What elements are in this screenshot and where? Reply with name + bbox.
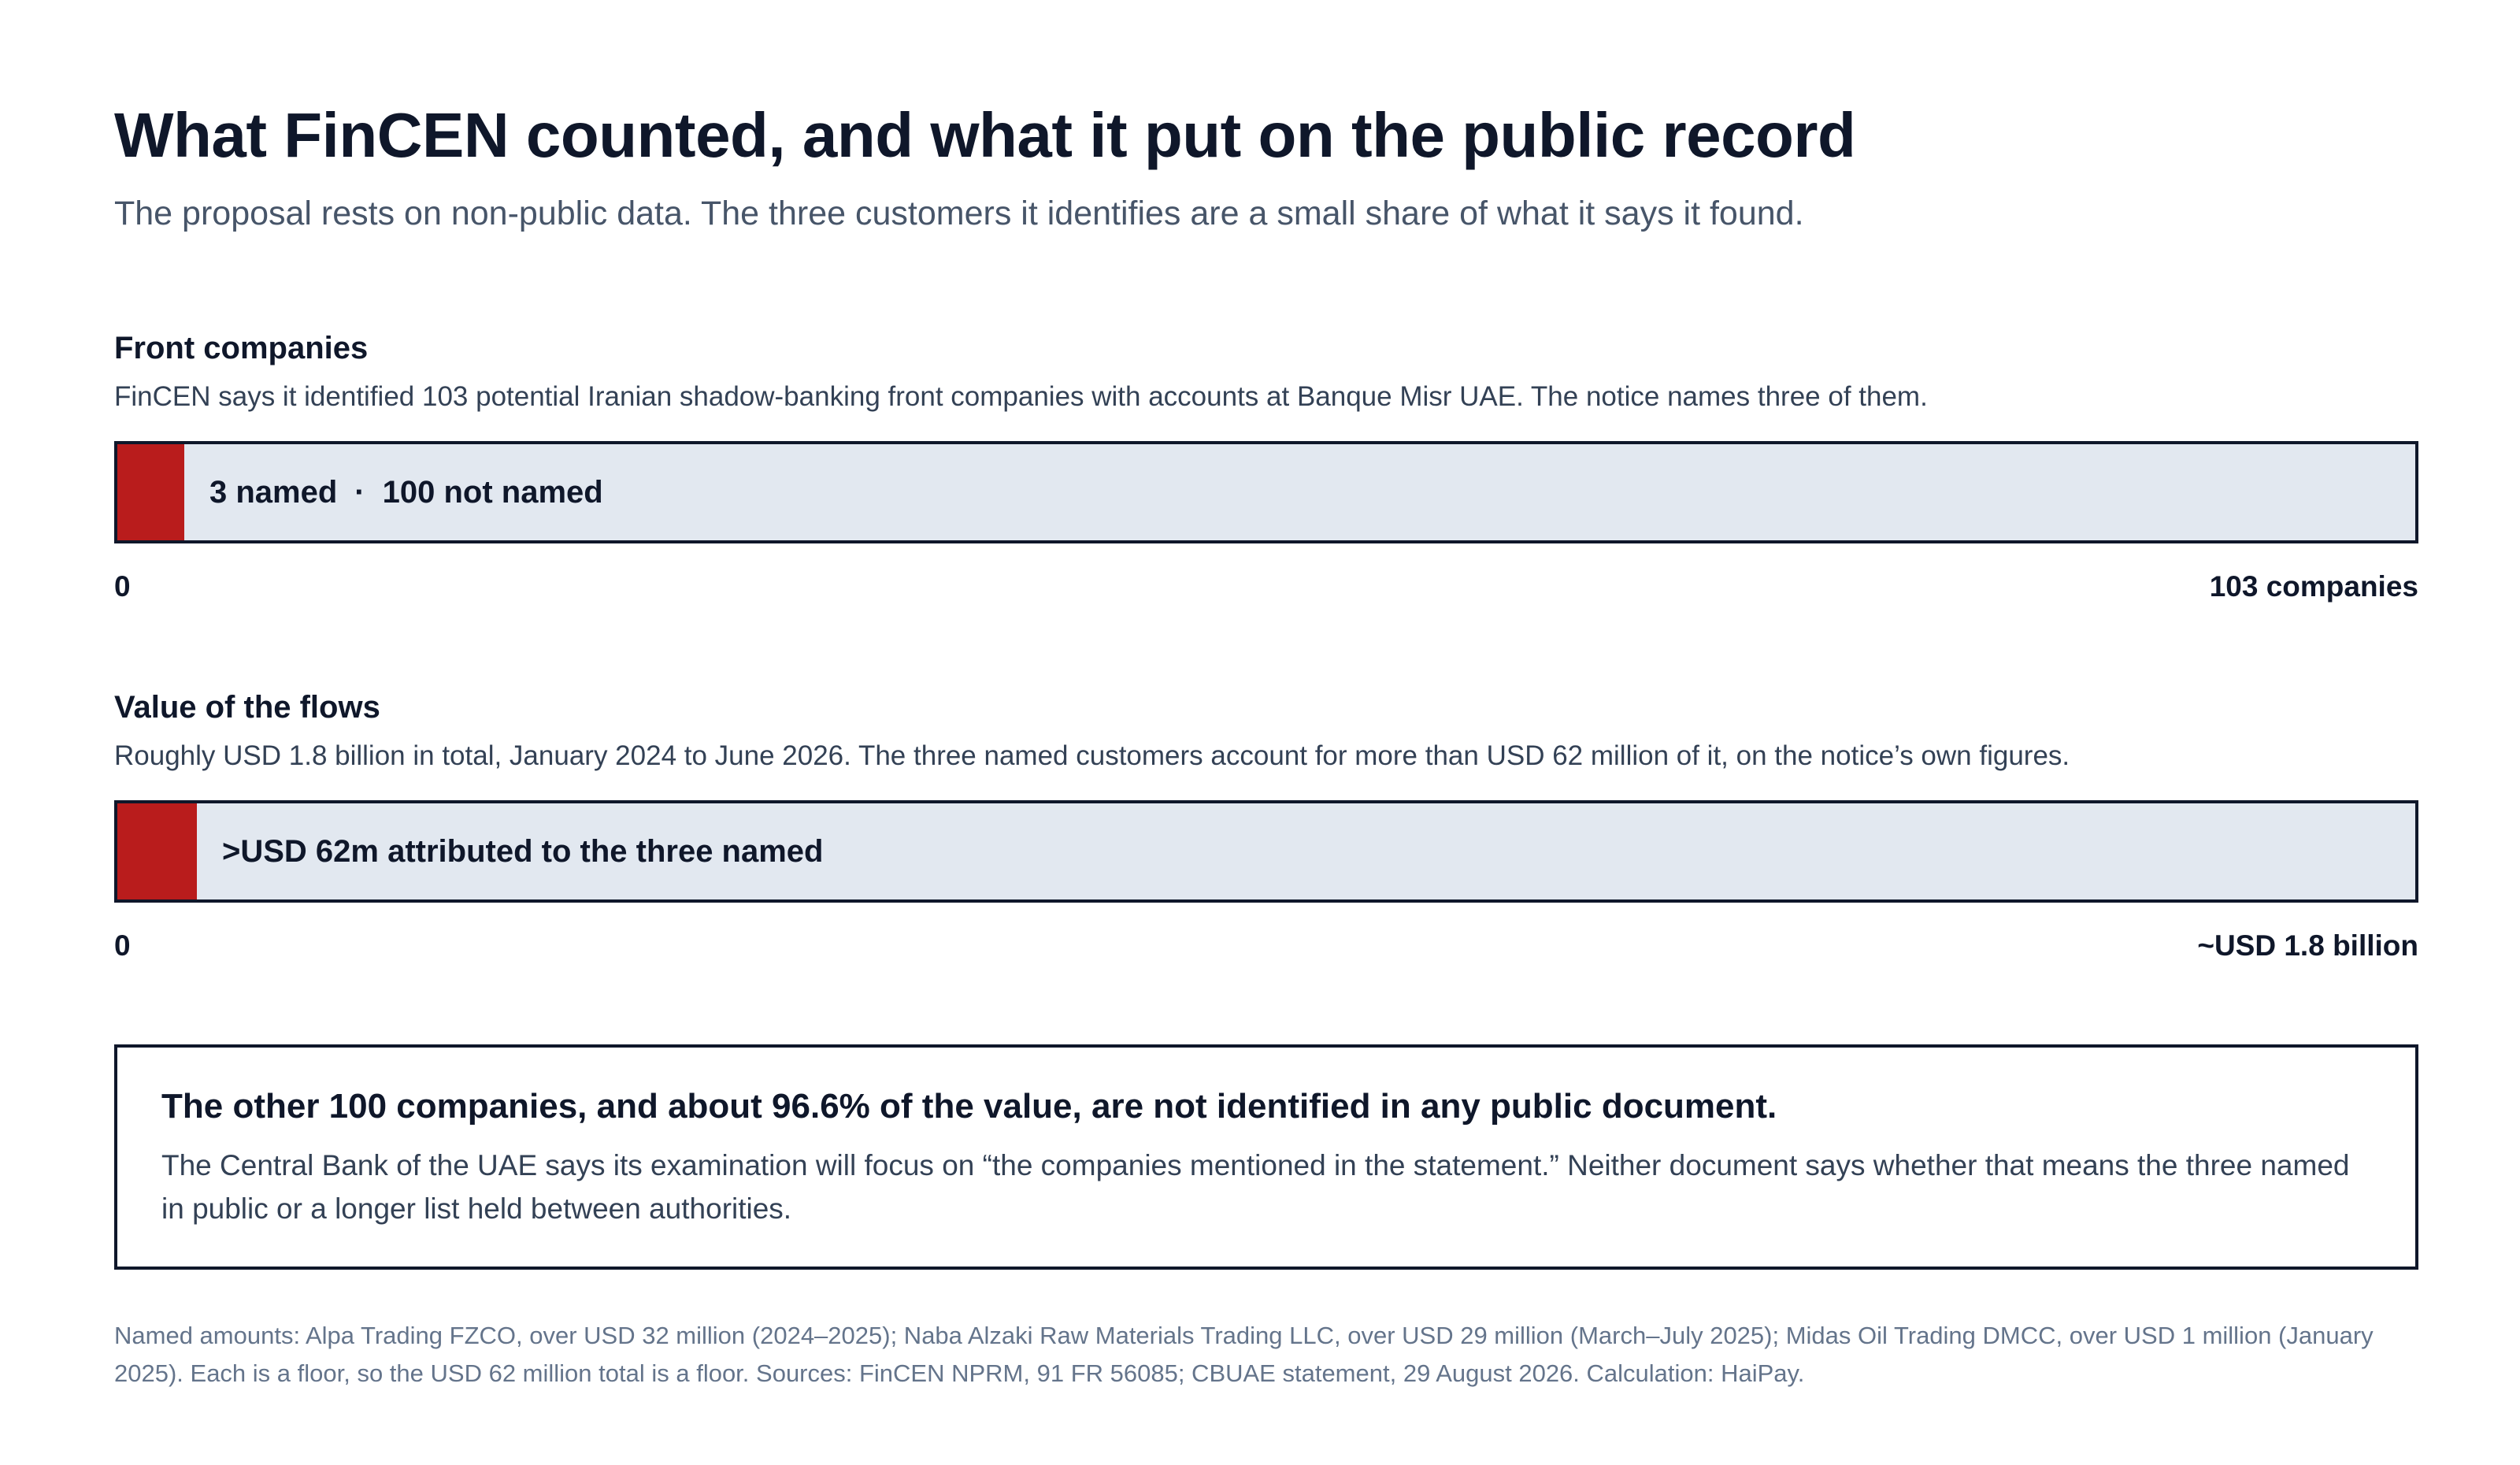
companies-axis-min: 0	[114, 570, 131, 603]
companies-named-segment	[117, 444, 184, 540]
companies-bar-label	[209, 444, 603, 540]
callout-headline: The other 100 companies, and about 96.6% of the value, are not identified in any public document.	[161, 1087, 1777, 1126]
callout-body: The Central Bank of the UAE says its examination will focus on “the companies mentioned in the statement.” Neither document says whether that means the three named in public or a longer list held between authorities.	[161, 1149, 2350, 1225]
named-count-label: 3 named	[209, 474, 338, 510]
companies-axis	[114, 570, 2418, 610]
source-footnote: Named amounts: Alpa Trading FZCO, over USD 32 million (2024–2025); Naba Alzaki Raw Materials Trading LLC, over USD 29 million (March–July 2025); Midas Oil Trading DMCC, over USD 1 million (January 2025). Each is a floor, so the USD 62 million total is a floor. Sources: FinCEN NPRM, 91 FR 56085; CBUAE statement, 29 August 2026. Calculation: HaiPay.	[114, 1322, 2374, 1387]
companies-panel-title: Front companies	[114, 331, 369, 365]
value-axis-min: 0	[114, 929, 131, 962]
value-bar	[114, 800, 2418, 903]
not-named-count-label: 100 not named	[382, 474, 603, 510]
value-bar-label: >USD 62m attributed to the three named	[222, 833, 824, 869]
value-axis-max: ~USD 1.8 billion	[2197, 929, 2418, 962]
label-separator: ·	[354, 474, 365, 510]
value-panel-title: Value of the flows	[114, 690, 380, 725]
value-named-segment	[117, 803, 197, 899]
page-subtitle: The proposal rests on non-public data. The three customers it identifies are a small share of what it says it found.	[114, 195, 1804, 232]
callout-box	[114, 1044, 2418, 1270]
value-axis	[114, 929, 2418, 969]
companies-bar	[114, 441, 2418, 543]
page-title: What FinCEN counted, and what it put on the public record	[114, 100, 1856, 170]
value-panel-description: Roughly USD 1.8 billion in total, January 2024 to June 2026. The three named customers account for more than USD 62 million of it, on the notice’s own figures.	[114, 740, 2070, 771]
companies-panel-description: FinCEN says it identified 103 potential Iranian shadow-banking front companies with accounts at Banque Misr UAE. The notice names three of them.	[114, 381, 1928, 412]
companies-axis-max: 103 companies	[2209, 570, 2418, 603]
